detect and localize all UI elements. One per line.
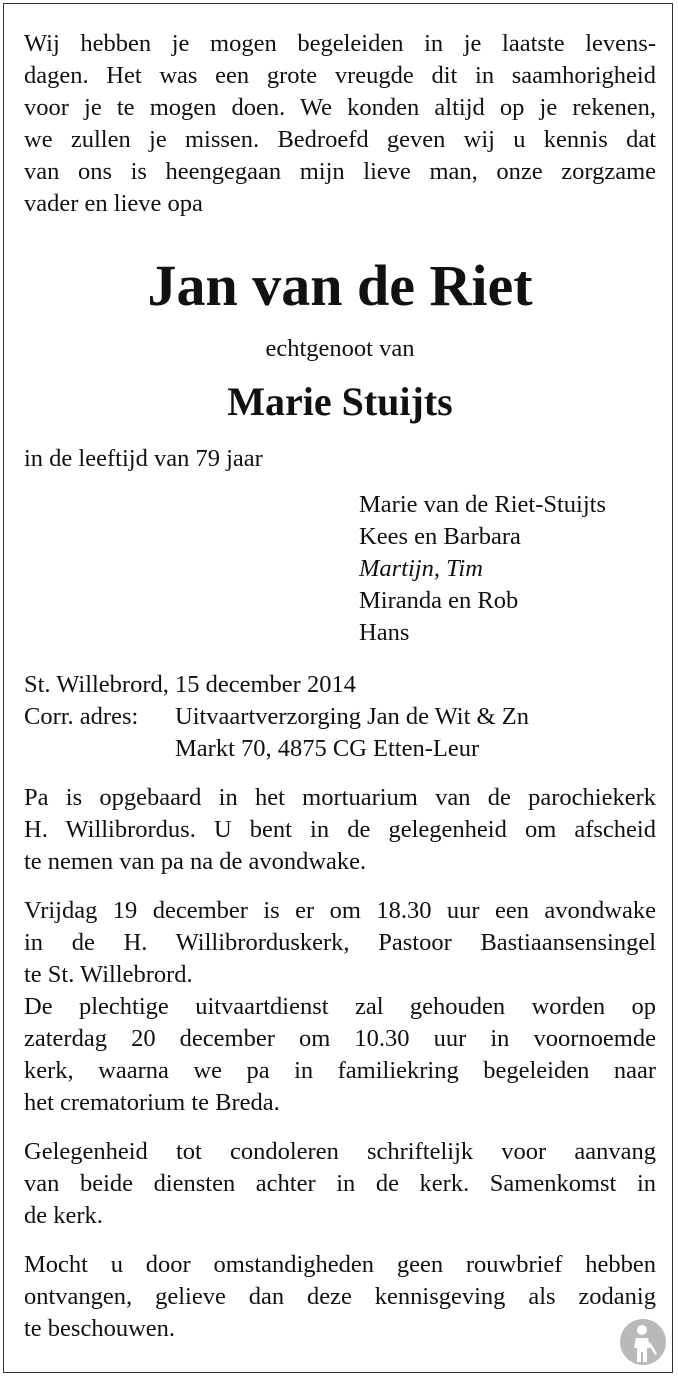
text-line: Mocht u door omstandigheden geen rouwbrief hebben [24, 1251, 656, 1278]
text-line: voor je te mogen doen. We konden altijd op je rekenen, [24, 94, 656, 121]
family-member: Hans [359, 619, 410, 646]
text-line: vader en lieve opa [24, 190, 203, 217]
intro-paragraph [24, 28, 656, 220]
text-line: H. Willibrordus. U bent in de gelegenheid om afscheid [24, 816, 656, 843]
text-line: we zullen je missen. Bedroefd geven wij u kennis dat [24, 126, 656, 153]
text-line: te St. Willebrord. [24, 961, 193, 988]
text-line: van beide diensten achter in de kerk. Samenkomst in [24, 1170, 656, 1197]
spouse-label: echtgenoot van [265, 335, 415, 362]
deceased-name: Jan van de Riet [147, 253, 533, 318]
text-line: De plechtige uitvaartdienst zal gehouden worden op [24, 993, 656, 1020]
address-line: Markt 70, 4875 CG Etten-Leur [175, 735, 480, 762]
text-line: in de H. Willibrorduskerk, Pastoor Bastiaansensingel [24, 929, 656, 956]
text-line: zaterdag 20 december om 10.30 uur in voornoemde [24, 1025, 656, 1052]
text-line: van ons is heengegaan mijn lieve man, onze zorgzame [24, 158, 656, 185]
address-lines [175, 701, 529, 765]
text-line: ontvangen, gelieve dan deze kennisgeving als zodanig [24, 1283, 656, 1310]
mortuarium-paragraph [24, 782, 656, 878]
text-line: het crematorium te Breda. [24, 1089, 280, 1116]
text-line: Gelegenheid tot condoleren schriftelijk voor aanvang [24, 1138, 656, 1165]
family-member: Kees en Barbara [359, 523, 521, 550]
text-line: dagen. Het was een grote vreugde dit in saamhorigheid [24, 62, 656, 89]
place-date: St. Willebrord, 15 december 2014 [24, 671, 356, 698]
age-text: in de leeftijd van 79 jaar [24, 445, 263, 472]
family-member: Marie van de Riet-Stuijts [359, 491, 606, 518]
obituary-notice [24, 28, 656, 1345]
text-line: te nemen van pa na de avondwake. [24, 848, 367, 875]
text-line: Wij hebben je mogen begeleiden in je laatste levens- [24, 30, 656, 57]
service-paragraph [24, 895, 656, 1119]
condolence-paragraph [24, 1136, 656, 1232]
text-line: kerk, waarna we pa in familiekring begeleiden naar [24, 1057, 656, 1084]
correspondence-address [24, 701, 656, 765]
spouse-name: Marie Stuijts [227, 379, 453, 424]
address-label: Corr. adres: [24, 703, 139, 730]
text-line: de kerk. [24, 1202, 103, 1229]
text-line: Pa is opgebaard in het mortuarium van de parochiekerk [24, 784, 656, 811]
family-member: Miranda en Rob [359, 587, 519, 614]
address-line: Uitvaartverzorging Jan de Wit & Zn [175, 703, 529, 730]
family-member-grandchildren: Martijn, Tim [359, 555, 483, 582]
text-line: Vrijdag 19 december is er om 18.30 uur een avondwake [24, 897, 656, 924]
family-list [359, 489, 656, 649]
text-line: te beschouwen. [24, 1315, 176, 1342]
memorial-figure-icon [619, 1318, 667, 1366]
rouwbrief-paragraph [24, 1249, 656, 1345]
